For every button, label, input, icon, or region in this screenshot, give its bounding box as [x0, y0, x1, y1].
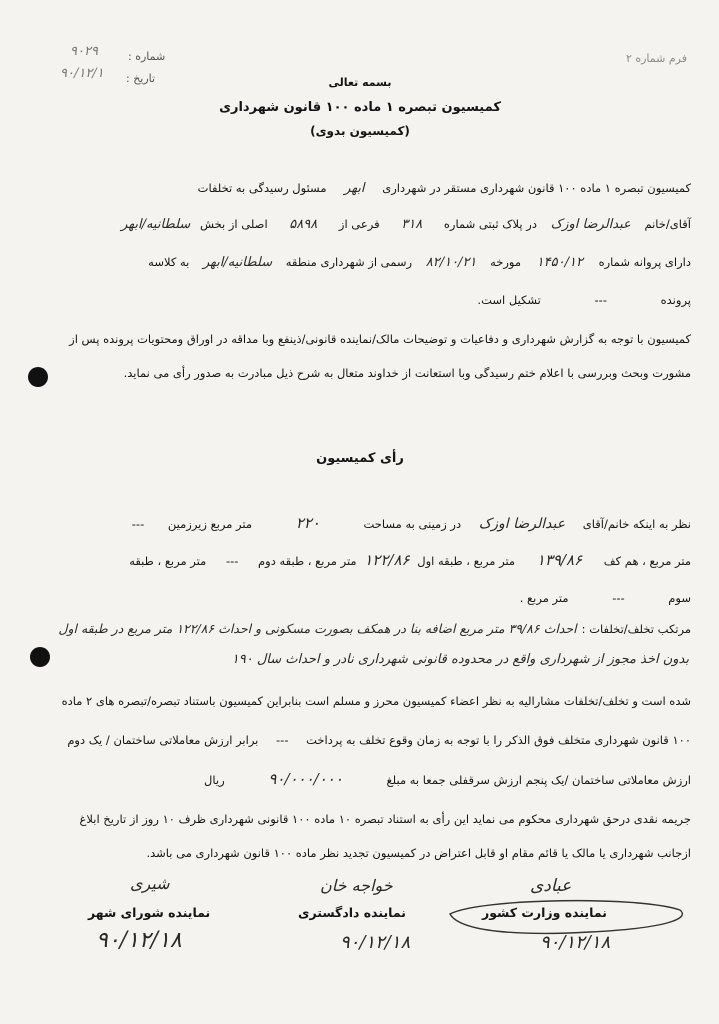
- ground-floor-area-handwritten: ۱۳۹/۸۶: [536, 551, 583, 569]
- number-value: ۹۰۲۹: [70, 44, 98, 59]
- owner-name-handwritten: عبدالرضا اوزک: [550, 217, 631, 232]
- council-signature: شیری: [130, 874, 170, 893]
- document-title: کمیسیون تبصره ۱ ماده ۱۰۰ قانون شهرداری: [219, 100, 501, 115]
- punch-hole-mark: [30, 647, 50, 667]
- justice-signature: خواجه خان: [320, 876, 393, 895]
- verdict-line-2: متر مربع ، هم کف ۱۳۹/۸۶ متر مربع ، طبقه اول ۱۲۲/۸۶ متر مربع ، طبقه دوم --- متر مربع ، طبقه: [129, 551, 691, 569]
- bismillah: بسمه تعالی: [328, 76, 392, 89]
- first-floor-area-handwritten: ۱۲۲/۸۶: [364, 551, 410, 569]
- city-handwritten: ابهر: [344, 181, 365, 196]
- main-plot-handwritten: ۵۸۹۸: [289, 217, 318, 232]
- justice-signature-date: ۹۰/۱۲/۱۸: [340, 932, 411, 953]
- intro-line-2: آقای/خانم عبدالرضا اوزک در پلاک ثبتی شماره ۳۱۸ فرعی از ۵۸۹۸ اصلی از بخش سلطانیه/ابهر: [121, 217, 691, 232]
- verdict-line-6: شده است و تخلف/تخلفات مشارالیه به نظر اعضاء کمیسیون محرز و مسلم است بنابراین کمیسیون باستناد تبصره/تبصره های ۲ ماده: [61, 694, 691, 708]
- date-value: ۹۰/۱۲/۱: [60, 66, 104, 81]
- violation-line-1: مرتکب تخلف/تخلفات : احداث ۳۹/۸۶ متر مربع اضافه بنا در همکف بصورت مسکونی و احداث ۱۲۲/۸۶ متر مربع در طبقه اول: [58, 621, 691, 636]
- verdict-line-3: سوم --- متر مربع .: [519, 591, 691, 605]
- section-handwritten: سلطانیه/ابهر: [121, 217, 191, 232]
- form-number: فرم شماره ۲: [625, 52, 687, 65]
- number-label: شماره :: [128, 50, 166, 63]
- deliberation-line-1: کمیسیون با توجه به گزارش شهرداری و دفاعیات و توضیحات مالک/نماینده قانونی/ذینفع وبا مداقه در اوراق ومحتویات پرونده پس از: [69, 332, 691, 346]
- violation-description-handwritten: احداث ۳۹/۸۶ متر مربع اضافه بنا در همکف بصورت مسکونی و احداث ۱۲۲/۸۶ متر مربع در طبقه اول: [58, 621, 577, 636]
- interior-representative-label: نماینده وزارت کشور: [482, 905, 607, 920]
- second-floor-blank: ---: [225, 554, 239, 568]
- justice-representative-label: نماینده دادگستری: [298, 905, 406, 920]
- permit-number-handwritten: ۱۴۵۰/۱۲: [536, 255, 583, 270]
- intro-line-1: کمیسیون تبصره ۱ ماده ۱۰۰ قانون شهرداری مستقر در شهرداری ابهر مسئول رسیدگی به تخلفات: [197, 181, 691, 196]
- punch-hole-mark: [28, 367, 48, 387]
- third-floor-blank: ---: [612, 591, 625, 605]
- intro-line-3: دارای پروانه شماره ۱۴۵۰/۱۲ مورخه ۸۲/۱۰/۲۱ رسمی از شهرداری منطقه سلطانیه/ابهر به کلاسه: [148, 255, 691, 270]
- fine-amount-handwritten: ۹۰/۰۰۰/۰۰۰: [268, 770, 343, 788]
- file-class-blank: ---: [594, 293, 607, 307]
- multiplier-blank: ---: [276, 733, 289, 747]
- document-subtitle: (کمیسیون بدوی): [310, 124, 410, 138]
- verdict-line-8: ارزش معاملاتی ساختمان /یک پنجم ارزش سرقفلی جمعا به مبلغ ۹۰/۰۰۰/۰۰۰ ریال: [204, 770, 691, 788]
- land-area-handwritten: ۲۲۰: [295, 514, 320, 532]
- council-representative-label: نماینده شورای شهر: [88, 905, 211, 920]
- plot-number-handwritten: ۳۱۸: [401, 217, 423, 232]
- region-handwritten: سلطانیه/ابهر: [202, 255, 273, 270]
- date-label: تاریخ :: [126, 72, 156, 85]
- verdict-line-10: ازجانب شهرداری یا مالک یا قائم مقام او قابل اعتراض در کمیسیون تجدید نظر ماده ۱۰۰ قانون شهرداری می باشد.: [146, 846, 691, 860]
- intro-line-4: پرونده --- تشکیل است.: [477, 293, 691, 307]
- council-signature-date: ۹۰/۱۲/۱۸: [96, 928, 182, 953]
- verdict-line-1: نظر به اینکه خانم/آقای عبدالرضا اوزک در زمینی به مساحت ۲۲۰ متر مربع زیرزمین ---: [131, 514, 691, 532]
- owner-name-handwritten: عبدالرضا اوزک: [478, 516, 566, 532]
- deliberation-line-2: مشورت وبحث وبررسی با اعلام ختم رسیدگی وبا استعانت از خداوند متعال به شرح ذیل مبادرت به صدور رأی می نماید.: [123, 366, 691, 380]
- permit-date-handwritten: ۸۲/۱۰/۲۱: [425, 255, 477, 270]
- verdict-line-9: جریمه نقدی درحق شهرداری محکوم می نماید این رأی به استناد تبصره ۱۰ ماده ۱۰۰ قانونی شهرداری ظرف ۱۰ روز از تاریخ ابلاغ: [79, 812, 691, 826]
- violation-line-2: بدون اخذ مجوز از شهرداری واقع در محدوده قانونی شهرداری نادر و احداث سال ۱۹۰: [231, 652, 689, 667]
- verdict-heading: رأی کمیسیون: [316, 451, 404, 466]
- interior-signature-date: ۹۰/۱۲/۱۸: [540, 932, 611, 953]
- interior-signature: عبادی: [530, 876, 572, 896]
- basement-blank: ---: [131, 517, 145, 531]
- verdict-line-7: ۱۰۰ قانون شهرداری متخلف فوق الذکر را با توجه به زمان وقوع تخلف به پرداخت --- برابر ارزش معاملاتی ساختمان / یک دوم: [67, 733, 691, 747]
